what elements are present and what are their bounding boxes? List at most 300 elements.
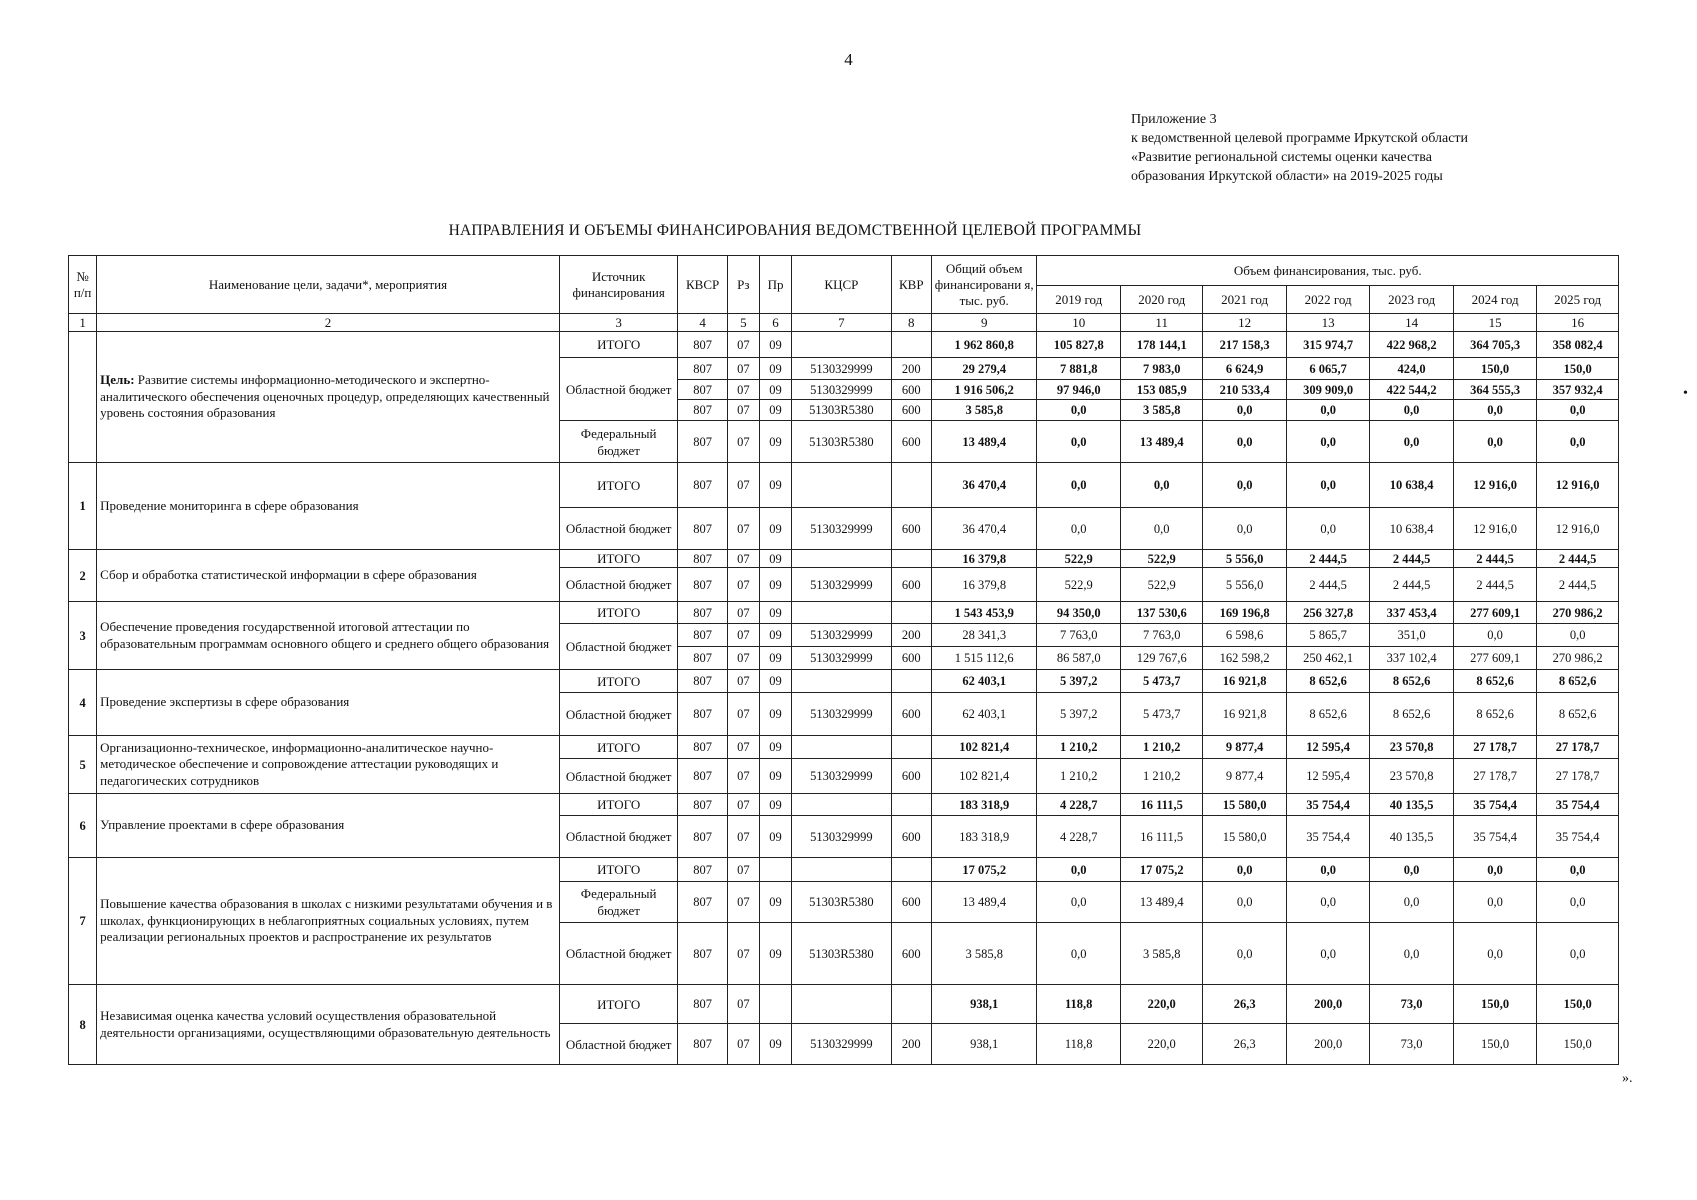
code-kvr (891, 794, 931, 816)
code-kvsr: 807 (678, 550, 727, 568)
header-year: 2020 год (1120, 286, 1202, 314)
code-rz: 07 (727, 816, 759, 858)
column-number: 4 (678, 314, 727, 332)
item-name-text: Управление проектами в сфере образования (100, 817, 345, 833)
code-kvsr: 807 (678, 421, 727, 463)
funding-source: Областной бюджет (559, 358, 678, 421)
total-amount: 28 341,3 (931, 624, 1037, 647)
year-amount: 424,0 (1370, 358, 1453, 380)
total-amount: 1 962 860,8 (931, 332, 1037, 358)
header-pr: Пр (759, 256, 791, 314)
funding-source: ИТОГО (559, 550, 678, 568)
item-name (97, 985, 560, 1065)
code-kvsr: 807 (678, 508, 727, 550)
year-amount: 8 652,6 (1370, 670, 1453, 693)
funding-source: ИТОГО (559, 670, 678, 693)
table-row (69, 736, 1619, 759)
year-amount: 270 986,2 (1537, 647, 1619, 670)
column-number: 3 (559, 314, 678, 332)
column-number: 15 (1453, 314, 1536, 332)
total-amount: 13 489,4 (931, 882, 1037, 923)
funding-source: Областной бюджет (559, 624, 678, 670)
year-amount: 73,0 (1370, 1024, 1453, 1065)
year-amount: 118,8 (1037, 1024, 1120, 1065)
row-number: 8 (69, 985, 97, 1065)
year-amount: 0,0 (1203, 463, 1286, 508)
funding-source: ИТОГО (559, 736, 678, 759)
code-kvr: 600 (891, 882, 931, 923)
year-amount: 0,0 (1453, 882, 1536, 923)
year-amount: 12 916,0 (1453, 508, 1536, 550)
code-rz: 07 (727, 332, 759, 358)
code-kcsr: 51303R5380 (792, 882, 892, 923)
code-kvr: 200 (891, 358, 931, 380)
year-amount: 5 397,2 (1037, 693, 1120, 736)
year-amount: 522,9 (1037, 568, 1120, 602)
year-amount: 5 397,2 (1037, 670, 1120, 693)
code-kvsr: 807 (678, 794, 727, 816)
year-amount: 0,0 (1037, 923, 1120, 985)
year-amount: 4 228,7 (1037, 816, 1120, 858)
code-kcsr: 5130329999 (792, 358, 892, 380)
code-pr: 09 (759, 647, 791, 670)
code-rz: 07 (727, 647, 759, 670)
year-amount: 277 609,1 (1453, 602, 1536, 624)
year-amount: 27 178,7 (1537, 759, 1619, 794)
year-amount: 0,0 (1203, 421, 1286, 463)
year-amount: 256 327,8 (1286, 602, 1369, 624)
code-rz: 07 (727, 358, 759, 380)
year-amount: 8 652,6 (1537, 670, 1619, 693)
code-kvsr: 807 (678, 1024, 727, 1065)
code-kvr: 600 (891, 400, 931, 421)
item-name (97, 670, 560, 736)
page-number: 4 (844, 50, 853, 69)
code-kvr: 600 (891, 923, 931, 985)
year-amount: 3 585,8 (1120, 923, 1202, 985)
header-name: Наименование цели, задачи*, мероприятия (97, 256, 560, 314)
table-body (69, 256, 1619, 1065)
header-year: 2019 год (1037, 286, 1120, 314)
year-amount: 0,0 (1037, 858, 1120, 882)
table-row (69, 985, 1619, 1024)
total-amount: 36 470,4 (931, 508, 1037, 550)
year-amount: 12 595,4 (1286, 736, 1369, 759)
document-title: НАПРАВЛЕНИЯ И ОБЪЕМЫ ФИНАНСИРОВАНИЯ ВЕДОМСТВЕННОЙ ЦЕЛЕВОЙ ПРОГРАММЫ (448, 222, 1142, 239)
year-amount: 7 881,8 (1037, 358, 1120, 380)
total-amount: 183 318,9 (931, 794, 1037, 816)
year-amount: 2 444,5 (1537, 568, 1619, 602)
year-amount: 8 652,6 (1286, 670, 1369, 693)
year-amount: 2 444,5 (1370, 550, 1453, 568)
code-rz: 07 (727, 759, 759, 794)
header-source: Источник финансирования (559, 256, 678, 314)
year-amount: 40 135,5 (1370, 816, 1453, 858)
column-number: 2 (97, 314, 560, 332)
funding-source: Федеральный бюджет (559, 882, 678, 923)
year-amount: 358 082,4 (1537, 332, 1619, 358)
year-amount: 0,0 (1537, 882, 1619, 923)
code-pr: 09 (759, 602, 791, 624)
funding-source: ИТОГО (559, 332, 678, 358)
row-number: 5 (69, 736, 97, 794)
code-rz: 07 (727, 421, 759, 463)
year-amount: 200,0 (1286, 1024, 1369, 1065)
code-kvr: 200 (891, 1024, 931, 1065)
column-number: 6 (759, 314, 791, 332)
code-pr: 09 (759, 332, 791, 358)
code-kcsr (792, 463, 892, 508)
header-year: 2022 год (1286, 286, 1369, 314)
code-kvr (891, 858, 931, 882)
code-kcsr: 51303R5380 (792, 400, 892, 421)
total-amount: 3 585,8 (931, 923, 1037, 985)
code-kvr: 600 (891, 508, 931, 550)
item-name-text: Организационно-техническое, информационно-аналитическое научно-методическое обеспечение и сопровождение аттестации руководящих и педагогических сотрудников (100, 739, 499, 788)
year-amount: 364 555,3 (1453, 380, 1536, 400)
item-name-text: Проведение экспертизы в сфере образования (100, 694, 350, 710)
year-amount: 10 638,4 (1370, 508, 1453, 550)
year-amount: 364 705,3 (1453, 332, 1536, 358)
year-amount: 26,3 (1203, 1024, 1286, 1065)
row-number: 2 (69, 550, 97, 602)
code-kcsr: 5130329999 (792, 647, 892, 670)
code-kcsr: 5130329999 (792, 380, 892, 400)
item-name-text: Развитие системы информационно-методического и экспертно-аналитического обеспечения оценочных процедур, определяющих качественный уровень состояния образования (100, 372, 550, 421)
header-year: 2021 год (1203, 286, 1286, 314)
year-amount: 522,9 (1120, 568, 1202, 602)
funding-source: Областной бюджет (559, 923, 678, 985)
code-kcsr (792, 602, 892, 624)
code-pr: 09 (759, 358, 791, 380)
funding-source: Областной бюджет (559, 508, 678, 550)
code-kvsr: 807 (678, 736, 727, 759)
year-amount: 17 075,2 (1120, 858, 1202, 882)
row-number: 4 (69, 670, 97, 736)
year-amount: 7 763,0 (1120, 624, 1202, 647)
year-amount: 0,0 (1203, 400, 1286, 421)
code-kvr (891, 602, 931, 624)
year-amount: 351,0 (1370, 624, 1453, 647)
code-rz: 07 (727, 550, 759, 568)
year-amount: 1 210,2 (1037, 736, 1120, 759)
year-amount: 13 489,4 (1120, 421, 1202, 463)
code-rz: 07 (727, 400, 759, 421)
year-amount: 0,0 (1037, 508, 1120, 550)
code-kvsr: 807 (678, 602, 727, 624)
year-amount: 270 986,2 (1537, 602, 1619, 624)
code-rz: 07 (727, 923, 759, 985)
header-kcsr: КЦСР (792, 256, 892, 314)
item-name-text: Обеспечение проведения государственной итоговой аттестации по образовательным программам основного общего и среднего общего образования (100, 619, 550, 651)
code-kvsr: 807 (678, 380, 727, 400)
item-name (97, 602, 560, 670)
code-kvsr: 807 (678, 759, 727, 794)
total-amount: 36 470,4 (931, 463, 1037, 508)
year-amount: 35 754,4 (1537, 816, 1619, 858)
year-amount: 0,0 (1537, 624, 1619, 647)
year-amount: 35 754,4 (1537, 794, 1619, 816)
code-pr: 09 (759, 923, 791, 985)
code-pr: 09 (759, 624, 791, 647)
year-amount: 15 580,0 (1203, 816, 1286, 858)
year-amount: 35 754,4 (1453, 816, 1536, 858)
item-name-text: Независимая оценка качества условий осуществления образовательной деятельности организациями, осуществляющими образовательную деятельность (100, 1008, 551, 1040)
code-pr: 09 (759, 759, 791, 794)
year-amount: 0,0 (1370, 858, 1453, 882)
code-rz: 07 (727, 624, 759, 647)
year-amount: 0,0 (1286, 463, 1369, 508)
year-amount: 1 210,2 (1120, 736, 1202, 759)
column-number: 14 (1370, 314, 1453, 332)
row-number (69, 332, 97, 463)
code-pr: 09 (759, 400, 791, 421)
table-row (69, 602, 1619, 624)
funding-source: ИТОГО (559, 794, 678, 816)
total-amount: 1 543 453,9 (931, 602, 1037, 624)
header-kvsr: КВСР (678, 256, 727, 314)
code-kvr: 600 (891, 421, 931, 463)
year-amount: 12 916,0 (1537, 508, 1619, 550)
total-amount: 183 318,9 (931, 816, 1037, 858)
table-row (69, 794, 1619, 816)
code-pr: 09 (759, 670, 791, 693)
column-number: 1 (69, 314, 97, 332)
year-amount: 150,0 (1453, 1024, 1536, 1065)
code-kvr (891, 985, 931, 1024)
year-amount: 0,0 (1203, 882, 1286, 923)
code-kvsr: 807 (678, 670, 727, 693)
year-amount: 27 178,7 (1537, 736, 1619, 759)
code-kcsr: 5130329999 (792, 624, 892, 647)
table-row (69, 332, 1619, 358)
code-kvsr: 807 (678, 332, 727, 358)
code-kcsr: 5130329999 (792, 693, 892, 736)
column-number: 5 (727, 314, 759, 332)
year-amount: 97 946,0 (1037, 380, 1120, 400)
appendix-line: к ведомственной целевой программе Иркутской области (1131, 131, 1469, 146)
year-amount: 5 473,7 (1120, 693, 1202, 736)
year-amount: 73,0 (1370, 985, 1453, 1024)
code-pr (759, 858, 791, 882)
code-rz: 07 (727, 858, 759, 882)
header-volume: Объем финансирования, тыс. руб. (1037, 256, 1619, 286)
row-number: 1 (69, 463, 97, 550)
code-kcsr: 5130329999 (792, 568, 892, 602)
item-name (97, 332, 560, 463)
year-amount: 7 763,0 (1037, 624, 1120, 647)
total-amount: 3 585,8 (931, 400, 1037, 421)
year-amount: 153 085,9 (1120, 380, 1202, 400)
code-kvr (891, 463, 931, 508)
header-row (69, 256, 1619, 286)
year-amount: 23 570,8 (1370, 736, 1453, 759)
year-amount: 217 158,3 (1203, 332, 1286, 358)
code-pr: 09 (759, 882, 791, 923)
column-number: 11 (1120, 314, 1202, 332)
margin-mark: • (1683, 386, 1688, 401)
year-amount: 35 754,4 (1286, 816, 1369, 858)
code-rz: 07 (727, 1024, 759, 1065)
code-kvr: 600 (891, 380, 931, 400)
year-amount: 150,0 (1453, 358, 1536, 380)
code-pr: 09 (759, 1024, 791, 1065)
code-pr: 09 (759, 794, 791, 816)
year-amount: 137 530,6 (1120, 602, 1202, 624)
year-amount: 16 111,5 (1120, 794, 1202, 816)
item-name-text: Проведение мониторинга в сфере образования (100, 497, 359, 513)
column-number: 13 (1286, 314, 1369, 332)
code-rz: 07 (727, 670, 759, 693)
funding-source: Областной бюджет (559, 1024, 678, 1065)
year-amount: 26,3 (1203, 985, 1286, 1024)
code-kvsr: 807 (678, 624, 727, 647)
code-pr: 09 (759, 816, 791, 858)
code-kvr: 200 (891, 624, 931, 647)
code-pr: 09 (759, 463, 791, 508)
row-number: 6 (69, 794, 97, 858)
item-name-text: Сбор и обработка статистической информации в сфере образования (100, 567, 477, 583)
year-amount: 0,0 (1203, 923, 1286, 985)
year-amount: 0,0 (1370, 421, 1453, 463)
year-amount: 15 580,0 (1203, 794, 1286, 816)
year-amount: 162 598,2 (1203, 647, 1286, 670)
year-amount: 35 754,4 (1286, 794, 1369, 816)
year-amount: 0,0 (1286, 421, 1369, 463)
year-amount: 0,0 (1370, 882, 1453, 923)
year-amount: 5 865,7 (1286, 624, 1369, 647)
year-amount: 315 974,7 (1286, 332, 1369, 358)
code-rz: 07 (727, 736, 759, 759)
year-amount: 150,0 (1537, 358, 1619, 380)
code-kcsr (792, 670, 892, 693)
column-number: 7 (792, 314, 892, 332)
year-amount: 0,0 (1120, 508, 1202, 550)
year-amount: 0,0 (1453, 624, 1536, 647)
code-rz: 07 (727, 463, 759, 508)
funding-source: Областной бюджет (559, 568, 678, 602)
year-amount: 9 877,4 (1203, 759, 1286, 794)
code-kvr: 600 (891, 647, 931, 670)
year-amount: 422 544,2 (1370, 380, 1453, 400)
year-amount: 8 652,6 (1370, 693, 1453, 736)
code-kvsr: 807 (678, 463, 727, 508)
year-amount: 150,0 (1537, 1024, 1619, 1065)
year-amount: 35 754,4 (1453, 794, 1536, 816)
year-amount: 12 916,0 (1453, 463, 1536, 508)
code-kvr (891, 332, 931, 358)
column-number: 16 (1537, 314, 1619, 332)
appendix-line: Приложение 3 (1131, 112, 1217, 127)
year-amount: 40 135,5 (1370, 794, 1453, 816)
funding-source: ИТОГО (559, 858, 678, 882)
year-amount: 8 652,6 (1286, 693, 1369, 736)
code-kvsr: 807 (678, 358, 727, 380)
item-name (97, 463, 560, 550)
year-amount: 0,0 (1037, 463, 1120, 508)
year-amount: 94 350,0 (1037, 602, 1120, 624)
funding-source: Областной бюджет (559, 693, 678, 736)
header-year: 2023 год (1370, 286, 1453, 314)
year-amount: 2 444,5 (1453, 550, 1536, 568)
year-amount: 13 489,4 (1120, 882, 1202, 923)
item-name-text: Повышение качества образования в школах с низкими результатами обучения и в школах, функционирующих в неблагоприятных социальных условиях, путем реализации региональных проектов и распространение их результатов (100, 896, 553, 945)
year-amount: 0,0 (1286, 508, 1369, 550)
year-amount: 16 921,8 (1203, 693, 1286, 736)
code-rz: 07 (727, 602, 759, 624)
code-kvsr: 807 (678, 568, 727, 602)
column-number: 12 (1203, 314, 1286, 332)
total-amount: 62 403,1 (931, 670, 1037, 693)
table-row (69, 670, 1619, 693)
year-amount: 309 909,0 (1286, 380, 1369, 400)
year-amount: 1 210,2 (1120, 759, 1202, 794)
year-amount: 8 652,6 (1453, 693, 1536, 736)
year-amount: 7 983,0 (1120, 358, 1202, 380)
year-amount: 16 111,5 (1120, 816, 1202, 858)
year-amount: 277 609,1 (1453, 647, 1536, 670)
funding-source: ИТОГО (559, 985, 678, 1024)
year-amount: 200,0 (1286, 985, 1369, 1024)
code-kcsr (792, 332, 892, 358)
year-amount: 6 065,7 (1286, 358, 1369, 380)
funding-source: Областной бюджет (559, 759, 678, 794)
funding-source: Областной бюджет (559, 816, 678, 858)
total-amount: 29 279,4 (931, 358, 1037, 380)
table-row (69, 858, 1619, 882)
header-rz: Рз (727, 256, 759, 314)
total-amount: 62 403,1 (931, 693, 1037, 736)
year-amount: 522,9 (1037, 550, 1120, 568)
code-kvr (891, 670, 931, 693)
code-kcsr: 5130329999 (792, 759, 892, 794)
year-amount: 5 473,7 (1120, 670, 1202, 693)
year-amount: 0,0 (1453, 421, 1536, 463)
total-amount: 1 515 112,6 (931, 647, 1037, 670)
year-amount: 27 178,7 (1453, 736, 1536, 759)
total-amount: 1 916 506,2 (931, 380, 1037, 400)
year-amount: 4 228,7 (1037, 794, 1120, 816)
year-amount: 2 444,5 (1286, 550, 1369, 568)
year-amount: 118,8 (1037, 985, 1120, 1024)
year-amount: 422 968,2 (1370, 332, 1453, 358)
code-rz: 07 (727, 508, 759, 550)
year-amount: 357 932,4 (1537, 380, 1619, 400)
year-amount: 3 585,8 (1120, 400, 1202, 421)
year-amount: 0,0 (1286, 400, 1369, 421)
year-amount: 86 587,0 (1037, 647, 1120, 670)
code-kvr: 600 (891, 568, 931, 602)
year-amount: 0,0 (1203, 508, 1286, 550)
year-amount: 8 652,6 (1453, 670, 1536, 693)
year-amount: 2 444,5 (1453, 568, 1536, 602)
header-year: 2024 год (1453, 286, 1536, 314)
code-kvsr: 807 (678, 647, 727, 670)
funding-source: Федеральный бюджет (559, 421, 678, 463)
year-amount: 0,0 (1453, 858, 1536, 882)
code-kcsr: 5130329999 (792, 816, 892, 858)
column-numbers-row (69, 314, 1619, 332)
year-amount: 0,0 (1203, 858, 1286, 882)
year-amount: 16 921,8 (1203, 670, 1286, 693)
year-amount: 5 556,0 (1203, 550, 1286, 568)
year-amount: 0,0 (1120, 463, 1202, 508)
code-kcsr (792, 794, 892, 816)
year-amount: 0,0 (1037, 421, 1120, 463)
year-amount: 0,0 (1370, 923, 1453, 985)
year-amount: 0,0 (1286, 882, 1369, 923)
funding-source: ИТОГО (559, 463, 678, 508)
